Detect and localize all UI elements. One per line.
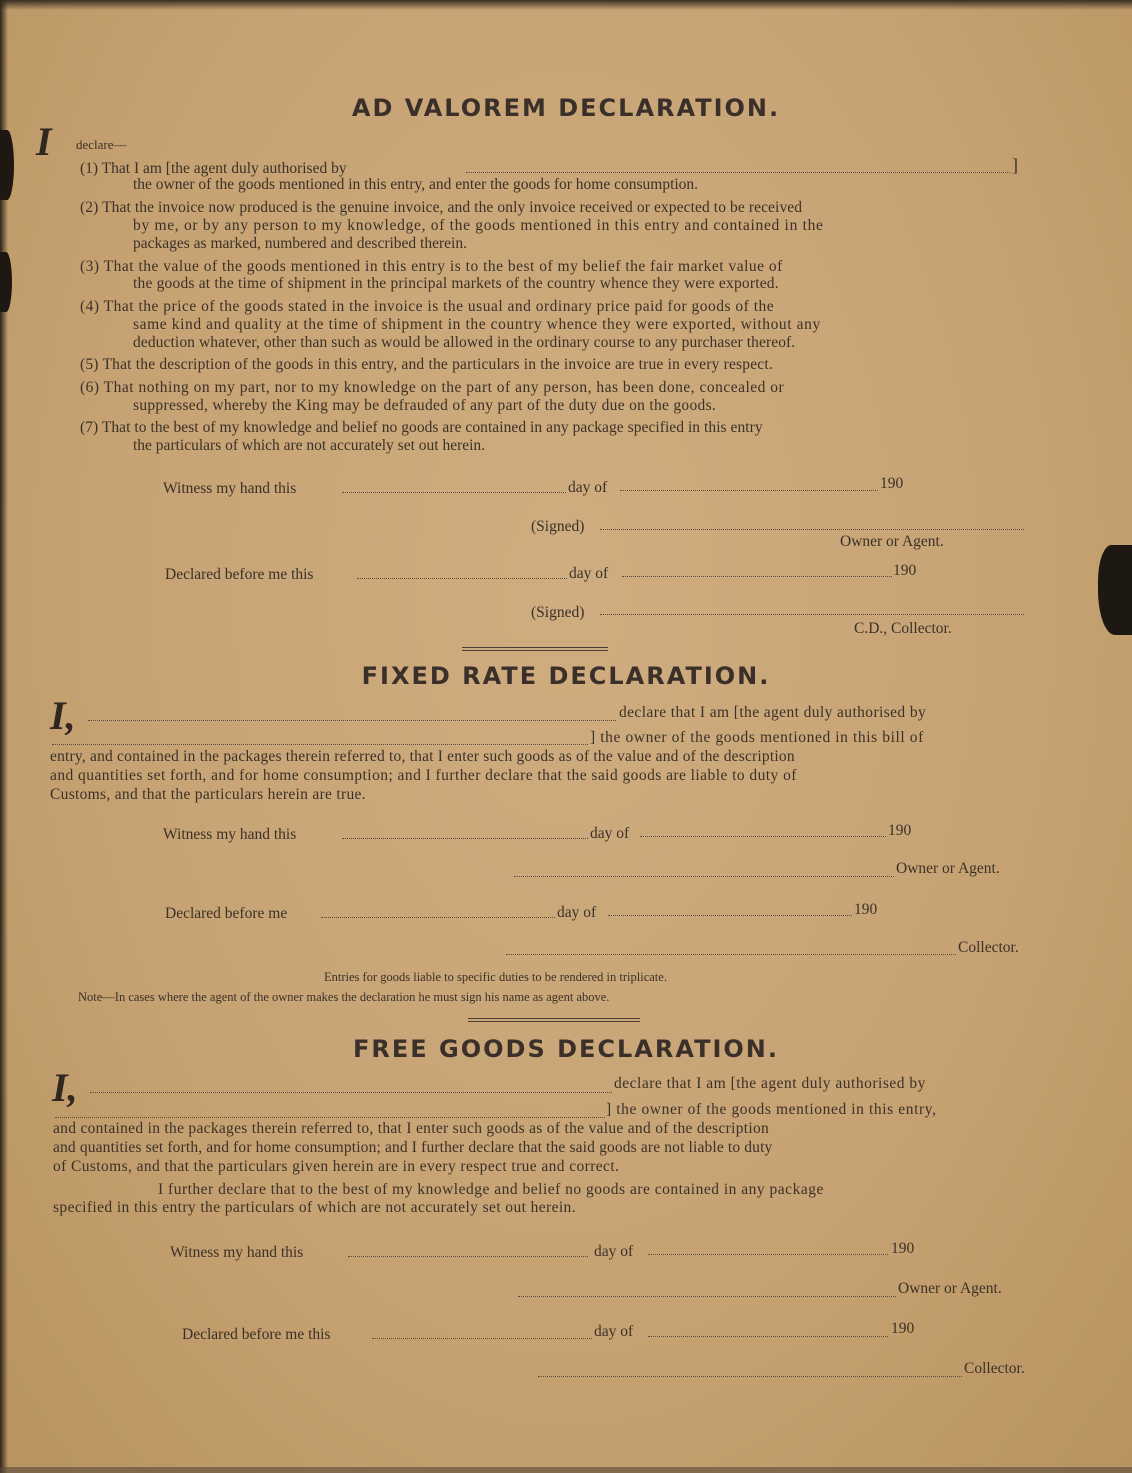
torn-edge-mark <box>0 130 14 200</box>
authorised-by-field[interactable] <box>466 172 1010 173</box>
witness-month-field[interactable] <box>648 1254 888 1255</box>
day-of-label: day of <box>594 1243 634 1260</box>
day-of-label: day of <box>569 565 609 582</box>
witness-month-field[interactable] <box>620 490 878 491</box>
collector-label: C.D., Collector. <box>854 620 952 637</box>
declared-day-field[interactable] <box>372 1338 592 1339</box>
free-line-2: ] the owner of the goods mentioned in this entry, <box>606 1101 937 1118</box>
fixed-rate-title: FIXED RATE DECLARATION. <box>361 662 771 690</box>
declared-month-field[interactable] <box>608 915 852 916</box>
free-line-6: I further declare that to the best of my knowledge and belief no goods are contained in any package <box>158 1181 824 1198</box>
witness-label: Witness my hand this <box>163 826 297 843</box>
year-label: 190 <box>893 562 917 579</box>
year-label: 190 <box>880 475 904 492</box>
declared-label: Declared before me this <box>182 1326 331 1343</box>
signed-label: (Signed) <box>531 518 585 535</box>
torn-edge-mark <box>1098 545 1132 635</box>
authorised-by-field[interactable] <box>52 744 588 745</box>
free-line-1-end: declare that I am [the agent duly authorised by <box>614 1075 926 1092</box>
witness-label: Witness my hand this <box>163 480 297 497</box>
day-of-label: day of <box>590 825 630 842</box>
declared-month-field[interactable] <box>622 576 892 577</box>
clause-3-line-2: the goods at the time of shipment in the principal markets of the country whence they were exported. <box>133 275 779 292</box>
fixed-line-4: and quantities set forth, and for home consumption; and I further declare that the said goods are liable to duty of <box>50 767 797 784</box>
clause-7-line-1: (7) That to the best of my knowledge and belief no goods are contained in any package specified in this entry <box>80 419 763 436</box>
section-divider <box>462 647 608 651</box>
clause-4-line-1: (4) That the price of the goods stated in the invoice is the usual and ordinary price paid for goods of the <box>80 298 775 315</box>
owner-signature-field[interactable] <box>518 1296 896 1297</box>
fixed-line-3: entry, and contained in the packages therein referred to, that I enter such goods as of the value and of the description <box>50 748 795 765</box>
declare-label: declare— <box>76 137 127 152</box>
fixed-line-1-end: declare that I am [the agent duly authorised by <box>619 704 927 721</box>
day-of-label: day of <box>568 479 608 496</box>
year-label: 190 <box>891 1240 915 1257</box>
drop-cap: I, <box>50 693 76 738</box>
year-label: 190 <box>888 822 912 839</box>
clause-6-line-1: (6) That nothing on my part, nor to my knowledge on the part of any person, has been done, concealed or <box>80 379 785 396</box>
witness-day-field[interactable] <box>342 492 566 493</box>
torn-edge-mark <box>0 252 12 312</box>
clause-1-line-2: the owner of the goods mentioned in this entry, and enter the goods for home consumption. <box>133 176 699 193</box>
declared-day-field[interactable] <box>321 917 555 918</box>
declared-day-field[interactable] <box>357 578 567 579</box>
drop-cap: I <box>36 119 52 164</box>
year-label: 190 <box>891 1320 915 1337</box>
top-edge-shadow <box>0 0 1132 10</box>
clause-4-line-3: deduction whatever, other than such as would be allowed in the ordinary course to any purchaser thereof. <box>133 334 796 351</box>
declarant-name-field[interactable] <box>90 1092 612 1093</box>
clause-2-line-1: (2) That the invoice now produced is the genuine invoice, and the only invoice received or expected to be received <box>80 199 803 216</box>
witness-label: Witness my hand this <box>170 1244 304 1261</box>
owner-signature-field[interactable] <box>514 876 894 877</box>
section-divider <box>468 1018 640 1022</box>
owner-agent-label: Owner or Agent. <box>840 533 944 550</box>
fixed-line-5: Customs, and that the particulars herein are true. <box>50 786 366 803</box>
authorised-by-field[interactable] <box>55 1117 605 1118</box>
year-label: 190 <box>854 901 878 918</box>
triplicate-note: Entries for goods liable to specific duties to be rendered in triplicate. <box>324 970 667 984</box>
clause-4-line-2: same kind and quality at the time of shipment in the country whence they were exported, without any <box>133 316 821 333</box>
owner-agent-label: Owner or Agent. <box>896 860 1000 877</box>
free-line-3: and contained in the packages therein referred to, that I enter such goods as of the value and of the description <box>53 1120 770 1137</box>
declared-label: Declared before me <box>165 905 288 922</box>
clause-2-line-3: packages as marked, numbered and described therein. <box>133 235 467 252</box>
declared-month-field[interactable] <box>648 1336 888 1337</box>
witness-day-field[interactable] <box>342 838 588 839</box>
witness-month-field[interactable] <box>640 836 886 837</box>
free-line-7: specified in this entry the particulars of which are not accurately set out herein. <box>53 1199 576 1216</box>
signed-label: (Signed) <box>531 604 585 621</box>
left-edge-shadow <box>0 0 8 1473</box>
declarant-name-field[interactable] <box>88 720 616 721</box>
free-line-4: and quantities set forth, and for home consumption; and I further declare that the said goods are not liable to duty <box>53 1139 773 1156</box>
fixed-line-2: ] the owner of the goods mentioned in this bill of <box>590 729 924 746</box>
free-line-5: of Customs, and that the particulars given herein are in every respect true and correct. <box>53 1158 620 1175</box>
owner-signature-field[interactable] <box>600 529 1024 530</box>
owner-agent-label: Owner or Agent. <box>898 1280 1002 1297</box>
free-goods-title: FREE GOODS DECLARATION. <box>353 1035 779 1063</box>
collector-label: Collector. <box>964 1360 1025 1377</box>
clause-2-line-2: by me, or by any person to my knowledge, of the goods mentioned in this entry and contained in the <box>133 217 824 234</box>
clause-7-line-2: the particulars of which are not accurately set out herein. <box>133 437 486 454</box>
drop-cap: I, <box>52 1065 78 1110</box>
bottom-edge <box>0 1467 1132 1473</box>
collector-label: Collector. <box>958 939 1019 956</box>
clause-5-line-1: (5) That the description of the goods in this entry, and the particulars in the invoice are true in every respect. <box>80 356 773 373</box>
declared-label: Declared before me this <box>165 566 314 583</box>
clause-1-line-1: (1) That I am [the agent duly authorised by <box>80 160 347 177</box>
clause-3-line-1: (3) That the value of the goods mentioned in this entry is to the best of my belief the fair market value of <box>80 258 783 275</box>
day-of-label: day of <box>594 1323 634 1340</box>
witness-day-field[interactable] <box>348 1256 588 1257</box>
clause-6-line-2: suppressed, whereby the King may be defrauded of any part of the duty due on the goods. <box>133 397 717 414</box>
collector-signature-field[interactable] <box>538 1376 962 1377</box>
agent-note: Note—In cases where the agent of the owner makes the declaration he must sign his name as agent above. <box>78 990 610 1004</box>
collector-signature-field[interactable] <box>600 614 1024 615</box>
clause-1-bracket: ] <box>1012 155 1018 175</box>
collector-signature-field[interactable] <box>506 954 956 955</box>
ad-valorem-title: AD VALOREM DECLARATION. <box>351 94 781 122</box>
day-of-label: day of <box>557 904 597 921</box>
